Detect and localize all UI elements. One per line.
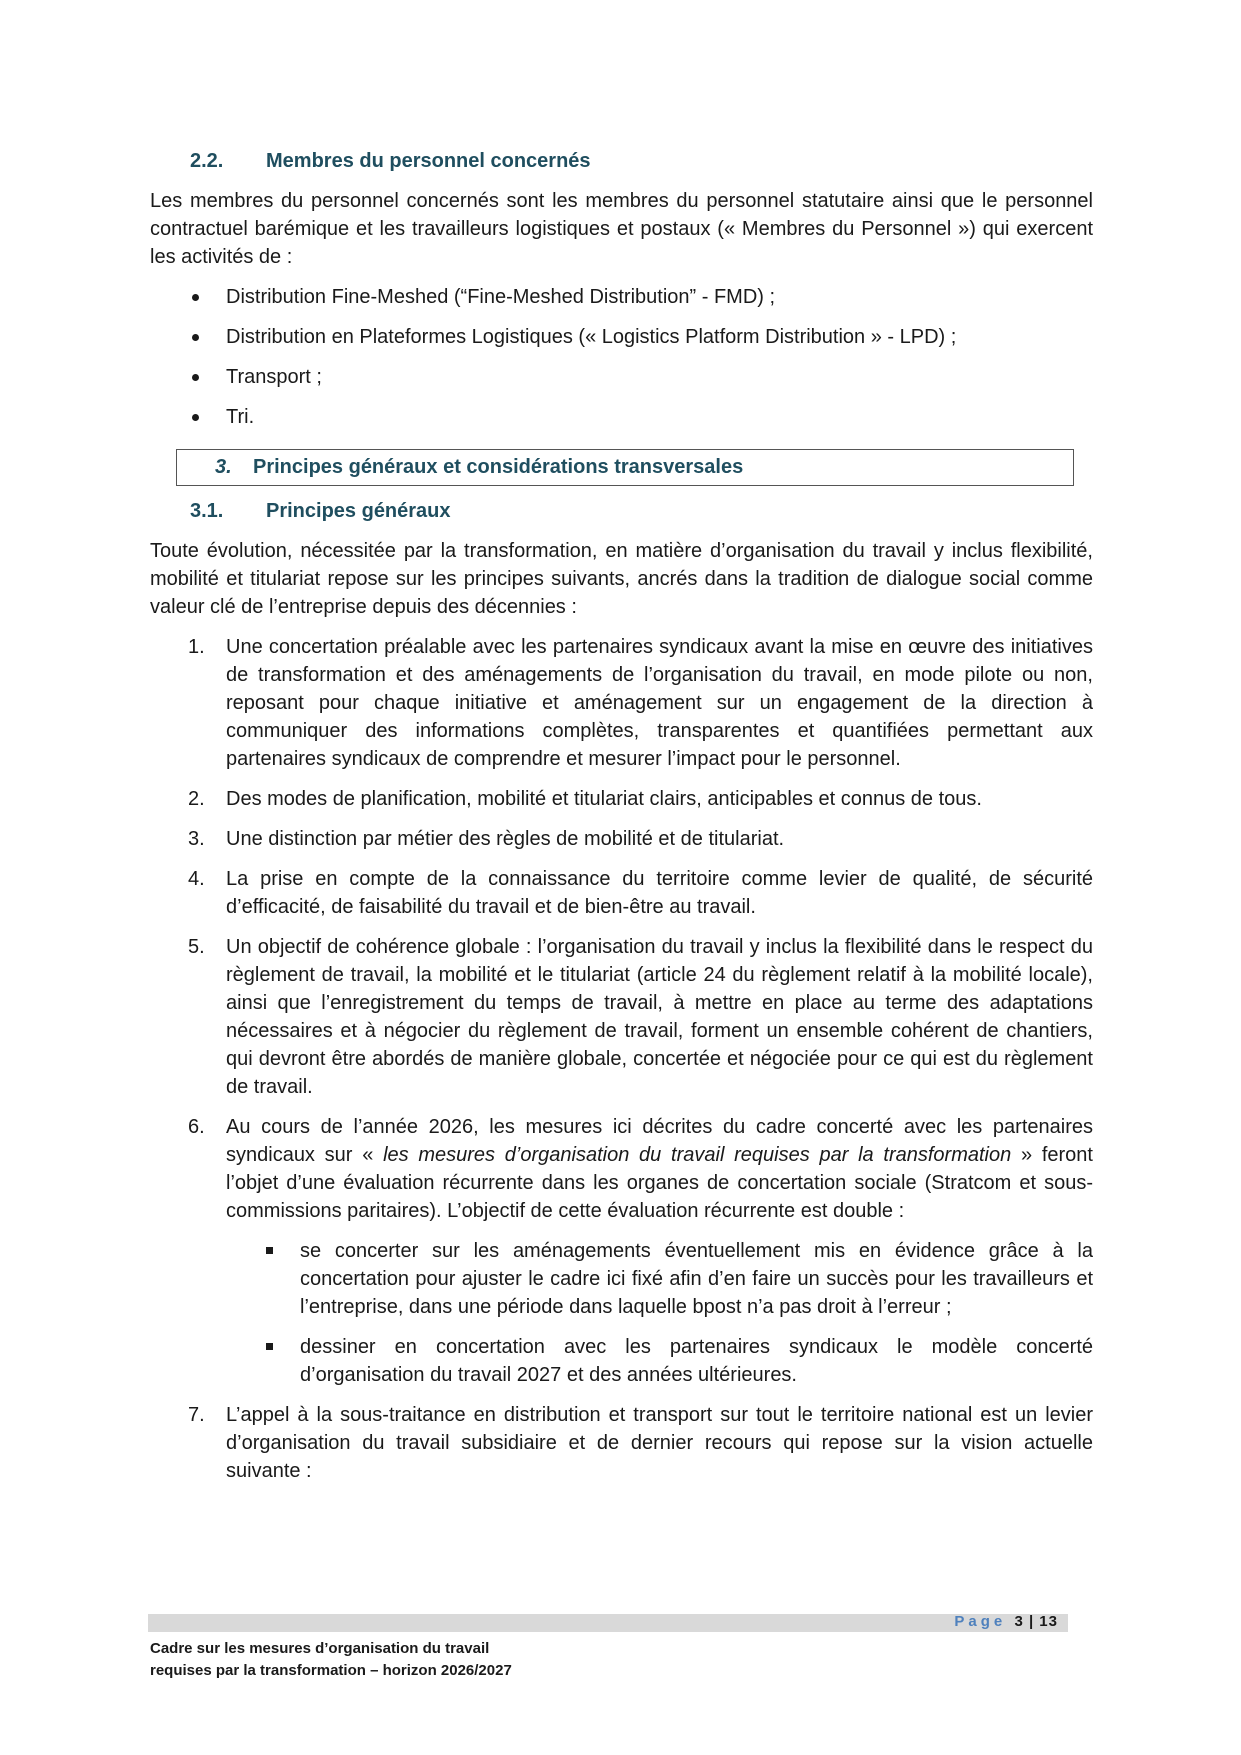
list-item: Transport ; <box>150 363 1093 391</box>
square-bullet-icon <box>266 1247 273 1254</box>
activities-list <box>150 283 1093 431</box>
footer-document-title: Cadre sur les mesures d’organisation du travail requises par la transformation – horizon 2026/2027 <box>150 1640 512 1679</box>
section-2-2-intro: Les membres du personnel concernés sont les membres du personnel statutaire ainsi que le personnel contractuel barémique et les travailleurs logistiques et postaux (« Membres du Personnel ») qui exercent les activités de : <box>150 190 1093 268</box>
section-number: 3. <box>215 456 232 478</box>
section-title: Membres du personnel concernés <box>266 150 591 172</box>
list-item: dessiner en concertation avec les partenaires syndicaux le modèle concerté d’organisation du travail 2027 et des années ultérieures. <box>226 1333 1093 1389</box>
page-number: 3 | 13 <box>1014 1613 1058 1630</box>
bullet-icon <box>192 334 199 341</box>
list-item: 2. Des modes de planification, mobilité et titulariat clairs, anticipables et connus de tous. <box>188 788 982 810</box>
list-item: 3. Une distinction par métier des règles de mobilité et de titulariat. <box>188 828 785 850</box>
square-bullet-icon <box>266 1343 273 1350</box>
list-item: 7. L’appel à la sous-traitance en distribution et transport sur tout le territoire national est un levier d’organisation du travail subsidiaire et de dernier recours qui repose sur la vision actuelle suivante : <box>188 1404 1093 1482</box>
section-3-1-heading <box>190 500 1093 523</box>
section-title: Principes généraux <box>266 500 451 522</box>
page-content <box>150 150 1093 1497</box>
italic-quote: les mesures d’organisation du travail requises par la transformation <box>383 1144 1012 1166</box>
bullet-icon <box>192 294 199 301</box>
list-item: Distribution en Plateformes Logistiques (« Logistics Platform Distribution » - LPD) ; <box>150 323 1093 351</box>
section-number: 2.2. <box>190 150 224 172</box>
section-title: Principes généraux et considérations transversales <box>253 456 744 478</box>
bullet-icon <box>192 414 199 421</box>
list-item: Tri. <box>150 403 1093 431</box>
section-2-2-heading <box>190 150 1093 173</box>
list-item: Distribution Fine-Meshed (“Fine-Meshed Distribution” - FMD) ; <box>150 283 1093 311</box>
list-item: 1. Une concertation préalable avec les partenaires syndicaux avant la mise en œuvre des initiatives de transformation et des aménagements de l’organisation du travail, en mode pilote ou non, reposant pour chaque initiative et aménagement sur un engagement de la direction à communiquer des informations complètes, transparentes et quantifiées permettant aux partenaires syndicaux de comprendre et mesurer l’impact pour le personnel. <box>188 636 1093 770</box>
list-item: 6. Au cours de l’année 2026, les mesures ici décrites du cadre concerté avec les partenaires syndicaux sur « les mesures d’organisation du travail requises par la transformation » feront l’objet d’une évaluation récurrente dans les organes de concertation sociale (Stratcom et sous-commissions paritaires). L’objectif de cette évaluation récurrente est double : se concerter sur les aménagements éventuellement mis en évidence grâce à la concertation pour ajuster le cadre ici fixé afin d’en faire un succès pour les travailleurs et l’entreprise, dans une période dans laquelle bpost n’a pas droit à l’erreur ; dessiner en concertation avec les partenaires syndicaux le modèle concerté d’organisation du travail 2027 et des années ultérieures. <box>150 1113 1093 1389</box>
principles-list <box>150 633 1093 1485</box>
list-item: 4. La prise en compte de la connaissance du territoire comme levier de qualité, de sécurité d’efficacité, de faisabilité du travail et de bien-être au travail. <box>188 868 1093 918</box>
section-3-heading <box>176 449 1074 486</box>
bullet-icon <box>192 374 199 381</box>
page-indicator: Page 3 | 13 <box>954 1613 1058 1630</box>
evaluation-goals-list <box>226 1237 1093 1389</box>
list-item: se concerter sur les aménagements éventuellement mis en évidence grâce à la concertation pour ajuster le cadre ici fixé afin d’en faire un succès pour les travailleurs et l’entreprise, dans une période dans laquelle bpost n’a pas droit à l’erreur ; <box>226 1237 1093 1321</box>
list-item: 5. Un objectif de cohérence globale : l’organisation du travail y inclus la flexibilité dans le respect du règlement de travail, la mobilité et le titulariat (article 24 du règlement relatif à la mobilité locale), ainsi que l’enregistrement du temps de travail, à mettre en place au terme des adaptations nécessaires et à négocier du règlement de travail, forment un ensemble cohérent de chantiers, qui devront être abordés de manière globale, concertée et négociée pour ce qui est du règlement de travail. <box>188 936 1093 1098</box>
footer-bar <box>148 1614 1068 1632</box>
section-3-1-intro: Toute évolution, nécessitée par la transformation, en matière d’organisation du travail y inclus flexibilité, mobilité et titulariat repose sur les principes suivants, ancrés dans la tradition de dialogue social comme valeur clé de l’entreprise depuis des décennies : <box>150 540 1093 618</box>
section-number: 3.1. <box>190 500 224 522</box>
